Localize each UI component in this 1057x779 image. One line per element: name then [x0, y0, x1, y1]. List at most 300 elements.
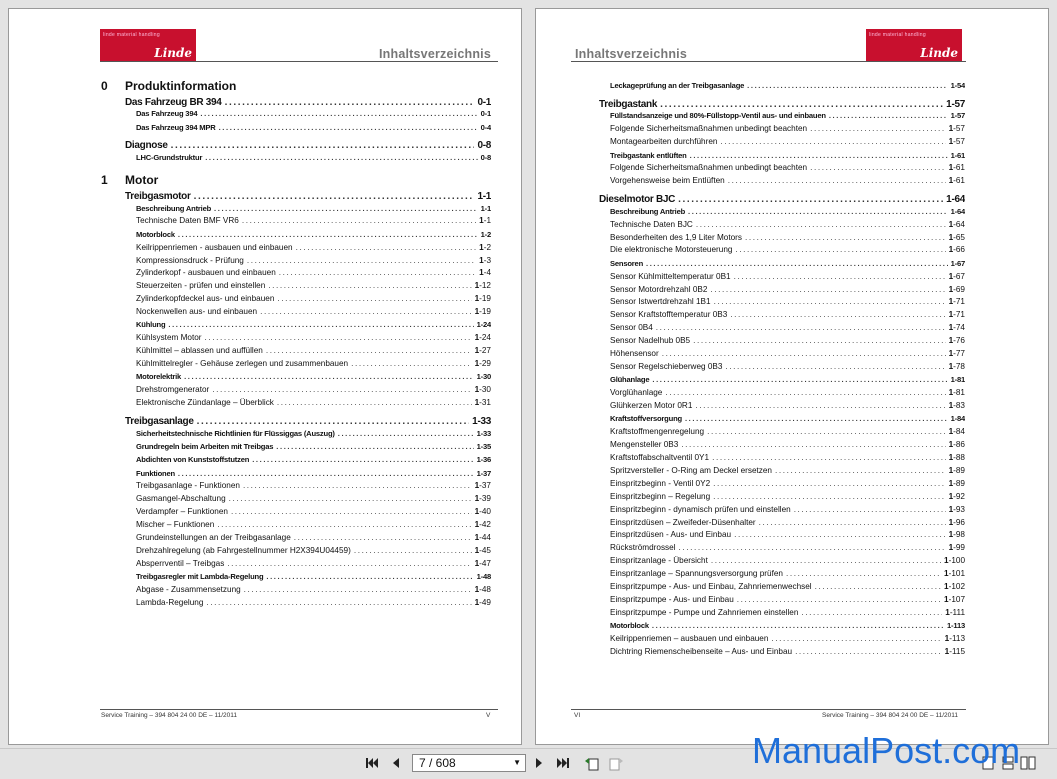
toc-page-ref	[481, 109, 491, 118]
toc-page-chapter: 1	[948, 163, 954, 173]
toc-page-ref	[475, 385, 491, 394]
toc-page-number: -89	[953, 478, 965, 488]
toc-entry-title: Sensor Istwertdrehzahl 1B1	[610, 297, 711, 307]
toc-page-number: -19	[479, 307, 491, 317]
toc-page-chapter: 1	[474, 333, 480, 343]
dot-leader	[730, 310, 945, 319]
toc-entry[interactable]	[136, 385, 491, 394]
toc-entry[interactable]	[610, 582, 965, 591]
toc-page-number: -78	[953, 361, 965, 371]
toc-entry[interactable]	[610, 505, 965, 514]
toc-entry[interactable]	[610, 163, 965, 172]
toc-entry[interactable]	[610, 466, 965, 475]
toc-page-number: -4	[483, 268, 491, 278]
toc-page-chapter: 1	[477, 190, 483, 202]
toc-entry[interactable]	[610, 220, 965, 229]
back-view-icon[interactable]	[584, 755, 600, 771]
toc-entry-title: Kraftstoffversorgung	[610, 414, 682, 424]
toc-page-number: -48	[479, 585, 491, 594]
toc-page-number: -8	[484, 153, 491, 163]
toc-page-ref	[951, 81, 965, 90]
toc-entry[interactable]	[610, 81, 965, 90]
dot-leader	[184, 372, 473, 381]
toc-entry[interactable]	[610, 259, 965, 268]
toc-page-chapter: 1	[476, 455, 481, 465]
footer-page-number: V	[486, 712, 491, 719]
toc-entry[interactable]	[136, 346, 491, 355]
toc-entry-title: Keilrippenriemen - ausbauen und einbauen	[136, 242, 293, 252]
toc-page-chapter: 1	[479, 216, 484, 226]
toc-entry[interactable]	[125, 97, 491, 108]
first-page-icon[interactable]	[364, 755, 380, 771]
dot-leader	[693, 336, 945, 345]
toc-page-ref	[475, 346, 491, 355]
toc-page-ref	[475, 585, 491, 594]
toc-page-chapter: 1	[948, 271, 954, 281]
toc-entry-title: Treibgasanlage - Funktionen	[136, 481, 240, 491]
toc-entry[interactable]	[136, 256, 491, 265]
dot-leader	[231, 507, 472, 516]
toc-entry[interactable]	[136, 307, 491, 316]
toc-page-number: -57	[951, 98, 965, 110]
dot-leader	[678, 194, 943, 205]
toc-page-ref	[949, 492, 965, 501]
toc-entry[interactable]	[136, 216, 491, 225]
toc-entry-title: Treibgastank	[599, 98, 658, 110]
toc-entry[interactable]	[610, 401, 965, 410]
toc-entry[interactable]	[136, 507, 491, 516]
footer-doc-ref: Service Training – 394 804 24 00 DE – 11/2011	[101, 712, 237, 719]
toc-page-number: -54	[954, 81, 965, 90]
toc-entry-title: Kraftstoffabschaltventil 0Y1	[610, 453, 710, 462]
toc-page-number: -36	[480, 455, 491, 465]
dot-leader	[205, 333, 472, 342]
toc-entry[interactable]	[610, 297, 965, 306]
toc-entry-title: Sensor Kühlmitteltemperatur 0B1	[610, 271, 731, 281]
toc-entry[interactable]	[610, 310, 965, 319]
dot-leader	[260, 307, 472, 316]
toc-page-ref	[475, 520, 491, 529]
toc-page-ref	[949, 349, 965, 358]
toc-page-ref	[949, 453, 965, 462]
dot-leader	[243, 481, 472, 490]
toc-entry-title: Treibgasregler mit Lambda-Regelung	[136, 572, 264, 582]
toc-entry-title: Treibgastank entlüften	[610, 150, 687, 160]
toc-entry[interactable]	[610, 111, 965, 120]
dot-leader	[217, 520, 471, 529]
toc-entry[interactable]	[136, 281, 491, 290]
toc-entry[interactable]	[136, 455, 491, 464]
toc-entry[interactable]	[610, 479, 965, 488]
toc-entry-title: Kühlung	[136, 320, 166, 330]
toc-page-chapter: 1	[476, 372, 481, 382]
toc-entry[interactable]	[136, 546, 491, 555]
toc-entry[interactable]	[610, 543, 965, 552]
toc-entry[interactable]	[610, 414, 965, 423]
toc-page-chapter: 1	[950, 206, 955, 216]
dot-leader	[168, 320, 473, 329]
toc-page-number: -27	[479, 346, 491, 356]
toc-page-chapter: 1	[474, 533, 480, 542]
dot-leader	[205, 153, 477, 162]
toc-page-ref	[479, 216, 491, 225]
dot-leader	[171, 140, 475, 151]
toc-page-chapter: 1	[474, 294, 480, 304]
dot-leader	[206, 598, 471, 607]
toc-page-chapter: 1	[944, 594, 949, 604]
toc-entry-title: Drehzahlregelung (ab Fahrgestellnummer H2X394U04459)	[136, 545, 351, 555]
toc-page-chapter: 0	[480, 153, 485, 163]
toc-entry[interactable]	[136, 442, 491, 451]
dot-leader	[728, 176, 946, 185]
toc-entry[interactable]	[610, 518, 965, 527]
dot-leader	[244, 585, 472, 594]
toc-page-chapter: 1	[944, 646, 950, 656]
toc-entry[interactable]	[610, 323, 965, 332]
toc-page-ref	[949, 220, 965, 229]
toc-page-chapter: 1	[474, 597, 480, 607]
toc-entry-title: Einspritzbeginn – Regelung	[610, 491, 711, 501]
toc-entry[interactable]	[136, 481, 491, 490]
pdf-page-right	[535, 8, 1049, 745]
dot-leader	[747, 81, 947, 90]
toc-page-number: -44	[479, 533, 491, 542]
toc-entry[interactable]	[610, 440, 965, 449]
toc-page-ref	[477, 372, 491, 381]
toc-entry-title: Beschreibung Antrieb	[136, 203, 212, 213]
toc-entry-title: Drehstromgenerator	[136, 385, 210, 395]
dot-leader	[735, 245, 945, 254]
toc-page-chapter: 1	[948, 219, 954, 229]
toc-page-ref	[949, 427, 965, 436]
toc-page-number: -24	[479, 333, 491, 343]
toc-page-number: -1	[483, 216, 491, 226]
toc-page-ref	[479, 256, 491, 265]
forward-view-icon[interactable]	[608, 755, 624, 771]
toc-page-ref	[475, 359, 491, 368]
toc-page-chapter: 1	[476, 468, 481, 478]
dot-leader	[277, 294, 471, 303]
toc-page-ref	[479, 268, 491, 277]
toc-entry[interactable]	[610, 556, 965, 565]
toc-entry[interactable]	[125, 140, 491, 151]
toc-page-ref	[949, 310, 965, 319]
toc-page-number: -1	[484, 203, 491, 213]
toc-page-chapter: 1	[472, 415, 478, 427]
toc-entry[interactable]	[136, 243, 491, 252]
toc-page-number: -64	[953, 219, 965, 229]
toc-section-number: 1	[101, 173, 108, 188]
toc-entry[interactable]	[136, 153, 491, 162]
dot-leader	[656, 323, 946, 332]
toc-entry-title: Sensor Motordrehzahl 0B2	[610, 284, 708, 294]
toc-page-number: -113	[951, 621, 965, 631]
toc-page-number: -2	[484, 229, 491, 239]
toc-section-title: Motor	[125, 173, 159, 188]
toc-entry[interactable]	[136, 494, 491, 503]
toc-entry[interactable]	[136, 572, 491, 581]
toc-entry[interactable]	[136, 123, 491, 132]
toc-page-number: -69	[953, 284, 965, 294]
toc-entry-title: Einspritzanlage - Übersicht	[610, 556, 708, 566]
toc-page-number: -84	[954, 414, 965, 424]
dot-leader	[178, 469, 474, 478]
dot-leader	[679, 543, 946, 552]
toc-entry[interactable]	[610, 427, 965, 436]
toc-entry[interactable]	[136, 398, 491, 407]
toc-page-number: -33	[477, 415, 491, 427]
toc-entry-title: Nockenwellen aus- und einbauen	[136, 307, 258, 317]
toc-entry-title: Spritzversteller - O-Ring am Deckel ersetzen	[610, 465, 772, 475]
toc-page-ref	[477, 572, 491, 581]
toc-page-ref	[949, 362, 965, 371]
toc-entry[interactable]	[610, 124, 965, 133]
toc-page-ref	[945, 647, 965, 656]
toc-entry[interactable]	[610, 336, 965, 345]
toc-page-number: -24	[480, 320, 491, 330]
toc-page-number: -12	[479, 281, 491, 291]
toc-section-title: Produktinformation	[125, 79, 237, 93]
next-page-icon[interactable]	[531, 755, 547, 771]
toc-entry[interactable]	[610, 634, 965, 643]
toc-entry[interactable]	[610, 137, 965, 146]
toc-entry-title: Das Fahrzeug BR 394	[125, 96, 222, 108]
toc-entry[interactable]	[610, 492, 965, 501]
toc-entry-title: Diagnose	[125, 140, 168, 152]
toc-page-chapter: 1	[950, 150, 955, 160]
toc-entry[interactable]	[610, 349, 965, 358]
toc-page-chapter: 1	[474, 507, 480, 517]
toc-entry[interactable]	[599, 194, 965, 205]
toc-page-number: -61	[953, 163, 965, 173]
toc-entry[interactable]	[136, 585, 491, 594]
toc-entry[interactable]	[136, 333, 491, 342]
toc-page-ref	[949, 272, 965, 281]
toc-entry[interactable]	[136, 359, 491, 368]
toc-entry-title: Folgende Sicherheitsmaßnahmen unbedingt beachten	[610, 163, 808, 173]
toc-page-number: -76	[953, 336, 965, 346]
toc-page-number: -100	[948, 556, 965, 566]
toc-entry[interactable]	[136, 294, 491, 303]
toc-entry-title: Motorblock	[610, 621, 649, 631]
toc-entry[interactable]	[610, 530, 965, 539]
toc-entry-title: Vorgehensweise beim Entlüften	[610, 176, 725, 186]
toc-entry-title: Zylinderkopfdeckel aus- und einbauen	[136, 294, 275, 304]
dot-leader	[714, 297, 946, 306]
toc-entry-title: Sensor Nadelhub 0B5	[610, 336, 691, 346]
toc-entry[interactable]	[136, 559, 491, 568]
toc-entry[interactable]	[136, 320, 491, 329]
toc-page-ref	[949, 124, 965, 133]
toc-entry[interactable]	[610, 595, 965, 604]
toc-entry[interactable]	[136, 372, 491, 381]
toc-page-number: -1	[482, 190, 491, 202]
last-page-icon[interactable]	[555, 755, 571, 771]
toc-page-chapter: 1	[474, 558, 480, 568]
toc-page-ref	[475, 494, 491, 503]
toc-entry-title: Treibgasmotor	[125, 190, 191, 202]
toc-entry[interactable]	[610, 272, 965, 281]
toc-entry[interactable]	[610, 608, 965, 617]
pdf-page-left	[8, 8, 522, 745]
toc-page-number: -67	[954, 258, 965, 268]
toc-entry[interactable]	[599, 99, 965, 110]
dot-leader	[810, 163, 946, 172]
dot-leader	[294, 533, 472, 542]
facing-pages-view-icon[interactable]	[1020, 755, 1036, 771]
toc-entry[interactable]	[136, 429, 491, 438]
toc-page-number: -64	[951, 193, 965, 205]
toc-page-chapter: 1	[948, 323, 954, 333]
toc-entry-title: Mengensteller 0B3	[610, 440, 679, 450]
toc-entry-title: Kompressionsdruck - Prüfung	[136, 255, 244, 265]
toc-entry-title: Kühlmittelregler - Gehäuse zerlegen und zusammenbauen	[136, 359, 349, 369]
toc-entry-title: Einspritzbeginn - dynamisch prüfen und einstellen	[610, 504, 791, 514]
toc-entry-title: Einspritzbeginn - Ventil 0Y2	[610, 478, 711, 488]
toc-page-chapter: 1	[474, 545, 480, 555]
toc-entry[interactable]	[136, 520, 491, 529]
toc-section[interactable]	[101, 173, 491, 187]
toc-page-ref	[949, 479, 965, 488]
toc-entry[interactable]	[136, 533, 491, 542]
toc-page-chapter: 1	[944, 582, 949, 591]
page-number-input[interactable]: 7 / 608 ▼	[412, 754, 526, 772]
toc-entry[interactable]	[610, 388, 965, 397]
header-rule	[571, 61, 966, 62]
toc-entry-title: Sensor Kraftstofftemperatur 0B3	[610, 310, 728, 320]
toc-page-number: -47	[479, 558, 491, 568]
toc-entry-title: Sensor Regelschieberweg 0B3	[610, 361, 723, 371]
toc-entry[interactable]	[610, 569, 965, 578]
toc-entry[interactable]	[610, 647, 965, 656]
toc-page-ref	[475, 546, 491, 555]
toc-entry-title: Das Fahrzeug 394 MPR	[136, 122, 216, 132]
toc-entry-title: Einspritzpumpe - Pumpe und Zahnriemen einstellen	[610, 607, 799, 617]
toc-entry[interactable]	[136, 469, 491, 478]
footer-page-number: VI	[574, 712, 581, 719]
toc-entry[interactable]	[610, 375, 965, 384]
toc-section[interactable]	[101, 79, 491, 93]
toc-entry-title: Einspritzdüsen – Zweifeder-Düsenhalter	[610, 517, 756, 527]
toc-entry-title: Abgase - Zusammensetzung	[136, 585, 241, 594]
toc-page-number: -64	[954, 206, 965, 216]
toc-entry[interactable]	[610, 207, 965, 216]
toc-entry[interactable]	[136, 268, 491, 277]
toc-entry[interactable]	[610, 285, 965, 294]
toc-page-number: -61	[953, 176, 965, 186]
toc-entry-title: Beschreibung Antrieb	[610, 206, 686, 216]
toc-entry[interactable]	[610, 245, 965, 254]
toc-page-number: -4	[484, 122, 491, 132]
toc-entry[interactable]	[125, 416, 491, 427]
toc-entry[interactable]	[136, 204, 491, 213]
dot-leader	[178, 230, 478, 239]
toc-page-ref	[472, 416, 491, 427]
toc-entry-title: Glühanlage	[610, 375, 650, 385]
toc-page-chapter: 1	[476, 320, 481, 330]
linde-logo: linde material handling Linde	[866, 29, 962, 61]
toc-page-ref	[951, 375, 965, 384]
page-header-title: Inhaltsverzeichnis	[575, 47, 687, 61]
toc-entry-title: Technische Daten BMF VR6	[136, 216, 239, 226]
toc-entry-title: Höhensensor	[610, 349, 659, 358]
toc-entry-title: Zylinderkopf - ausbauen und einbauen	[136, 268, 276, 278]
dot-leader	[734, 272, 946, 281]
chevron-down-icon[interactable]: ▼	[513, 758, 521, 767]
dot-leader	[794, 505, 946, 514]
toc-page-number: -113	[949, 634, 965, 643]
toc-page-ref	[477, 191, 491, 202]
toc-entry[interactable]	[610, 621, 965, 630]
toc-entry-title: Sensor 0B4	[610, 323, 653, 333]
prev-page-icon[interactable]	[388, 755, 404, 771]
toc-page-chapter: 1	[474, 481, 480, 491]
toc-page-ref	[949, 401, 965, 410]
toc-page-ref	[479, 243, 491, 252]
toc-page-chapter: 1	[948, 543, 954, 553]
toc-page-number: -39	[479, 494, 491, 504]
toc-page-number: -96	[953, 517, 965, 527]
toc-page-chapter: 1	[479, 255, 484, 265]
toc-page-ref	[477, 320, 491, 329]
toc-entry[interactable]	[136, 230, 491, 239]
toc-entry[interactable]	[125, 191, 491, 202]
toc-entry[interactable]	[136, 598, 491, 607]
toc-page-chapter: 1	[948, 361, 954, 371]
toc-page-chapter: 1	[474, 359, 480, 369]
toc-entry[interactable]	[610, 233, 965, 242]
dot-leader	[696, 220, 946, 229]
toc-entry[interactable]	[610, 453, 965, 462]
toc-page-ref	[475, 507, 491, 516]
toc-page-ref	[951, 207, 965, 216]
toc-entry-title: Steuerzeiten - prüfen und einstellen	[136, 281, 266, 291]
toc-page-ref	[951, 414, 965, 423]
dot-leader	[214, 204, 478, 213]
toc-entry-title: Technische Daten BJC	[610, 219, 693, 229]
toc-page-chapter: 1	[480, 203, 485, 213]
toc-entry[interactable]	[610, 362, 965, 371]
toc-page-ref	[944, 569, 965, 578]
toc-page-number: -61	[954, 150, 965, 160]
footer-rule	[571, 709, 966, 710]
toc-page-chapter: 1	[948, 137, 954, 147]
toc-page-chapter: 1	[946, 621, 952, 631]
toc-page-number: -1	[482, 96, 491, 108]
toc-page-chapter: 1	[944, 569, 949, 579]
toc-entry[interactable]	[136, 109, 491, 118]
toc-page-number: -48	[480, 572, 491, 582]
toc-page-number: -37	[480, 468, 491, 478]
toc-entry-title: Gasmangel-Abschaltung	[136, 494, 226, 504]
toc-page-number: -29	[479, 359, 491, 369]
toc-page-ref	[475, 281, 491, 290]
toc-entry-title: Absperrventil – Treibgas	[136, 558, 225, 568]
toc-page-ref	[949, 518, 965, 527]
toc-page-number: -66	[953, 245, 965, 255]
toc-page-ref	[949, 245, 965, 254]
toc-page-chapter: 1	[474, 585, 480, 594]
dot-leader	[279, 268, 476, 277]
dot-leader	[276, 442, 473, 451]
toc-entry[interactable]	[610, 176, 965, 185]
toc-page-ref	[477, 442, 491, 451]
toc-page-number: -88	[953, 453, 965, 462]
toc-page-ref	[949, 176, 965, 185]
toc-entry[interactable]	[610, 151, 965, 160]
toc-page-chapter: 1	[476, 441, 481, 451]
toc-page-chapter: 1	[948, 245, 954, 255]
